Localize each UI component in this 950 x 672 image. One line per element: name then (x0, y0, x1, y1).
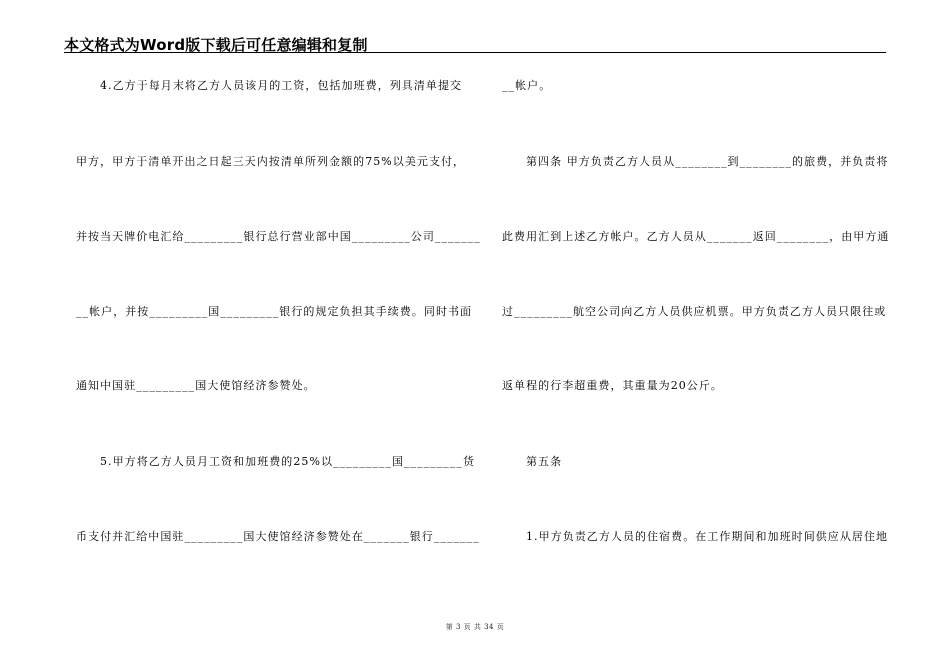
text-line: 返单程的行李超重费，其重量为20公斤。 (502, 379, 723, 392)
page-number: 第 3 页 共 34 页 (445, 623, 505, 631)
text-line: 币支付并汇给中国驻_________国大使馆经济参赞处在_______银行_______ (76, 530, 480, 543)
text-line: 过_________航空公司向乙方人员供应机票。甲方负责乙方人员只限往或 (502, 305, 887, 318)
text-line: 通知中国驻_________国大使馆经济参赞处。 (76, 379, 316, 392)
text-line: 并按当天牌价电汇给_________银行总行营业部中国_________公司_______ (76, 230, 481, 243)
text-line: 1.甲方负责乙方人员的住宿费。在工作期间和加班时间供应从居住地 (526, 530, 889, 543)
text-line: 4.乙方于每月末将乙方人员该月的工资，包括加班费，列具清单提交 (100, 79, 463, 92)
header-divider (64, 52, 886, 53)
page-header-title: 本文格式为Word版下载后可任意编辑和复制 (64, 36, 368, 54)
text-line: 第四条 甲方负责乙方人员从________到________的旅费，并负责将 (526, 155, 889, 168)
text-line: 第五条 (526, 455, 563, 468)
text-line: 此费用汇到上述乙方帐户。乙方人员从_______返回________，由甲方通 (502, 230, 890, 243)
text-line: __帐户，并按_________国_________银行的规定负担其手续费。同时书面 (76, 305, 473, 318)
text-line: 甲方，甲方于清单开出之日起三天内按清单所列金额的75%以美元支付， (76, 155, 466, 168)
text-line: 5.甲方将乙方人员月工资和加班费的25%以_________国_________货 (100, 455, 475, 468)
text-line: __帐户。 (502, 79, 552, 92)
